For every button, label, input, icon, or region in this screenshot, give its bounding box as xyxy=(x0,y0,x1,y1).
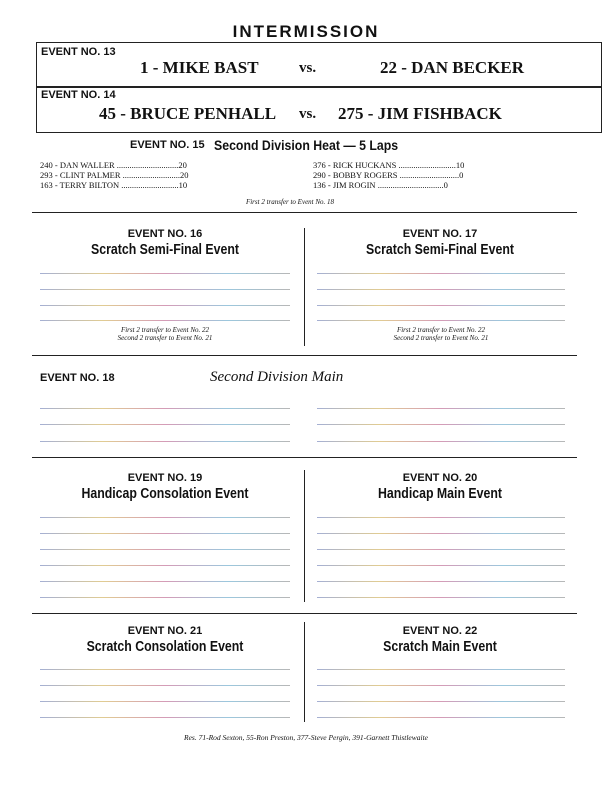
write-line xyxy=(317,408,565,409)
page-title: INTERMISSION xyxy=(232,22,380,41)
event-18-label: EVENT NO. 18 xyxy=(40,372,115,384)
event-22-section xyxy=(316,625,564,655)
event-14-box xyxy=(36,86,602,133)
write-line xyxy=(317,549,565,550)
write-line xyxy=(40,533,290,534)
write-line xyxy=(317,717,565,718)
event-14-rider-right: 275 - JIM FISHBACK xyxy=(338,104,502,123)
event-19-title: Handicap Consolation Event xyxy=(81,486,249,502)
write-line xyxy=(317,320,565,321)
event-20-section xyxy=(316,472,564,502)
event-20-title: Handicap Main Event xyxy=(378,486,502,502)
event-16-title: Scratch Semi-Final Event xyxy=(91,242,239,258)
event-16-notes xyxy=(40,326,290,342)
event-16-section xyxy=(40,228,290,258)
event-18-title: Second Division Main xyxy=(210,369,344,385)
event-22-title: Scratch Main Event xyxy=(383,639,497,655)
write-line xyxy=(317,289,565,290)
write-line xyxy=(317,701,565,702)
write-line xyxy=(40,408,290,409)
heat-row: 163 - TERRY BILTON ...........................10 xyxy=(40,180,188,190)
event-14-label: EVENT NO. 14 xyxy=(41,89,116,101)
write-line xyxy=(40,289,290,290)
event-21-section xyxy=(40,625,290,655)
column-divider xyxy=(304,228,305,346)
event-17-notes xyxy=(317,326,565,342)
event-17-label: EVENT NO. 17 xyxy=(402,228,478,240)
write-line xyxy=(40,581,290,582)
event-13-label: EVENT NO. 13 xyxy=(41,46,116,58)
event-13-vs: vs. xyxy=(299,60,317,76)
column-divider xyxy=(304,622,305,722)
heat-row: 240 - DAN WALLER .............................20 xyxy=(40,160,187,170)
write-line xyxy=(317,517,565,518)
write-line xyxy=(40,597,290,598)
divider xyxy=(32,613,577,614)
write-line xyxy=(40,441,290,442)
event-13-rider-left: 1 - MIKE BAST xyxy=(140,58,259,77)
heat-row: 293 - CLINT PALMER ...........................20 xyxy=(40,170,189,180)
event-22-label: EVENT NO. 22 xyxy=(402,625,478,637)
column-divider xyxy=(304,470,305,602)
write-line xyxy=(317,273,565,274)
divider xyxy=(32,457,577,458)
reserves-footer: Res. 71-Rod Sexton, 55-Ron Preston, 377-Steve Pergin, 391-Garnett Thistlewaite xyxy=(184,733,428,742)
write-line xyxy=(40,273,290,274)
write-line xyxy=(317,305,565,306)
write-line xyxy=(317,565,565,566)
write-line xyxy=(40,669,290,670)
event-17-note-1: First 2 transfer to Event No. 22 xyxy=(396,326,486,334)
heat-row: 136 - JIM ROGIN ...............................0 xyxy=(313,180,448,190)
write-line xyxy=(317,581,565,582)
write-line xyxy=(40,320,290,321)
divider xyxy=(32,355,577,356)
heat-row: 376 - RICK HUCKANS ...........................10 xyxy=(313,160,465,170)
heat-row: 290 - BOBBY ROGERS ............................0 xyxy=(313,170,464,180)
event-16-label: EVENT NO. 16 xyxy=(127,228,203,240)
event-17-section xyxy=(316,228,564,258)
event-19-label: EVENT NO. 19 xyxy=(127,472,203,484)
event-15-title: Second Division Heat — 5 Laps xyxy=(214,137,399,153)
write-line xyxy=(40,565,290,566)
write-line xyxy=(40,517,290,518)
event-15-left-list xyxy=(40,160,189,190)
write-line xyxy=(317,441,565,442)
event-16-note-1: First 2 transfer to Event No. 22 xyxy=(120,326,210,334)
event-15-note: First 2 transfer to Event No. 18 xyxy=(245,198,335,206)
write-line xyxy=(317,685,565,686)
event-13-rider-right: 22 - DAN BECKER xyxy=(380,58,525,77)
event-21-title: Scratch Consolation Event xyxy=(86,639,244,655)
event-14-vs: vs. xyxy=(299,106,317,122)
event-15-right-list xyxy=(313,160,464,190)
write-line xyxy=(40,717,290,718)
write-line xyxy=(317,597,565,598)
event-17-title: Scratch Semi-Final Event xyxy=(366,242,514,258)
event-21-label: EVENT NO. 21 xyxy=(127,625,203,637)
write-line xyxy=(40,424,290,425)
write-line xyxy=(317,424,565,425)
event-14-rider-left: 45 - BRUCE PENHALL xyxy=(99,104,277,123)
event-16-note-2: Second 2 transfer to Event No. 21 xyxy=(117,334,213,342)
event-19-section xyxy=(40,472,290,502)
event-20-label: EVENT NO. 20 xyxy=(402,472,478,484)
write-line xyxy=(40,685,290,686)
write-line xyxy=(40,701,290,702)
event-17-note-2: Second 2 transfer to Event No. 21 xyxy=(393,334,489,342)
event-15-label: EVENT NO. 15 xyxy=(130,139,205,151)
write-line xyxy=(40,305,290,306)
write-line xyxy=(317,533,565,534)
write-line xyxy=(40,549,290,550)
divider xyxy=(32,212,577,213)
write-line xyxy=(317,669,565,670)
event-13-box xyxy=(36,42,602,88)
